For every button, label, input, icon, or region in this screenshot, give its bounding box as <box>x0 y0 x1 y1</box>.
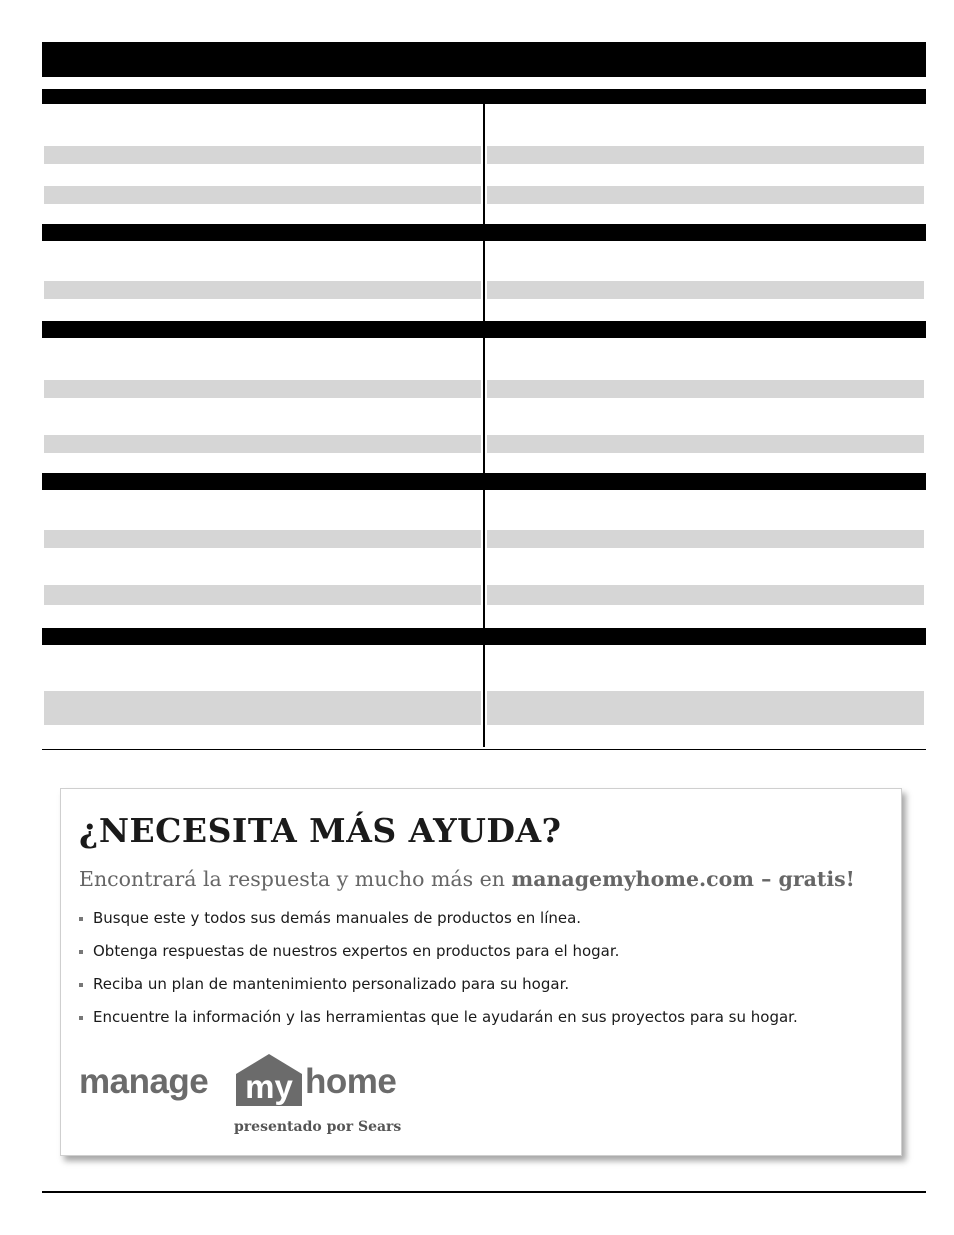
list-item-text: Reciba un plan de mantenimiento personalizado para su hogar. <box>93 975 570 993</box>
section-body <box>42 241 926 321</box>
logo-tagline: presentado por Sears <box>234 1119 402 1135</box>
section-header <box>42 628 926 645</box>
bullet-icon <box>79 950 83 954</box>
column-divider <box>483 338 485 473</box>
list-item <box>79 940 798 973</box>
section-body <box>42 645 926 747</box>
bullet-icon <box>79 983 83 987</box>
section-header <box>42 321 926 338</box>
title-bar <box>42 42 926 77</box>
table-bottom-rule <box>42 749 926 750</box>
bullet-icon <box>79 917 83 921</box>
section-body <box>42 338 926 473</box>
troubleshooting-table <box>42 89 926 747</box>
section-body <box>42 490 926 628</box>
column-divider <box>483 241 485 321</box>
managemyhome-logo <box>79 1054 479 1114</box>
bullet-icon <box>79 1016 83 1020</box>
section-header <box>42 473 926 490</box>
list-item-text: Busque este y todos sus demás manuales de productos en línea. <box>93 909 582 927</box>
logo-word-manage: manage <box>79 1062 209 1101</box>
help-subtitle-text: Encontrará la respuesta y mucho más en <box>79 867 512 891</box>
footer-rule <box>42 1191 926 1193</box>
column-divider <box>483 490 485 628</box>
help-title: ¿NECESITA MÁS AYUDA? <box>79 811 562 850</box>
section-body <box>42 104 926 224</box>
help-subtitle <box>79 867 855 891</box>
list-item <box>79 973 798 1006</box>
list-item <box>79 1006 798 1039</box>
help-bullet-list <box>79 907 798 1039</box>
list-item-text: Encuentre la información y las herramientas que le ayudarán en sus proyectos para su hogar. <box>93 1008 798 1026</box>
list-item-text: Obtenga respuestas de nuestros expertos en productos para el hogar. <box>93 942 620 960</box>
logo-word-home: home <box>305 1062 397 1101</box>
logo-word-my: my <box>245 1068 293 1105</box>
column-divider <box>483 645 485 747</box>
help-subtitle-link[interactable]: managemyhome.com – gratis! <box>511 867 855 891</box>
column-divider <box>483 104 485 224</box>
help-promo-box <box>60 788 902 1156</box>
section-header <box>42 224 926 241</box>
list-item <box>79 907 798 940</box>
section-header <box>42 89 926 104</box>
